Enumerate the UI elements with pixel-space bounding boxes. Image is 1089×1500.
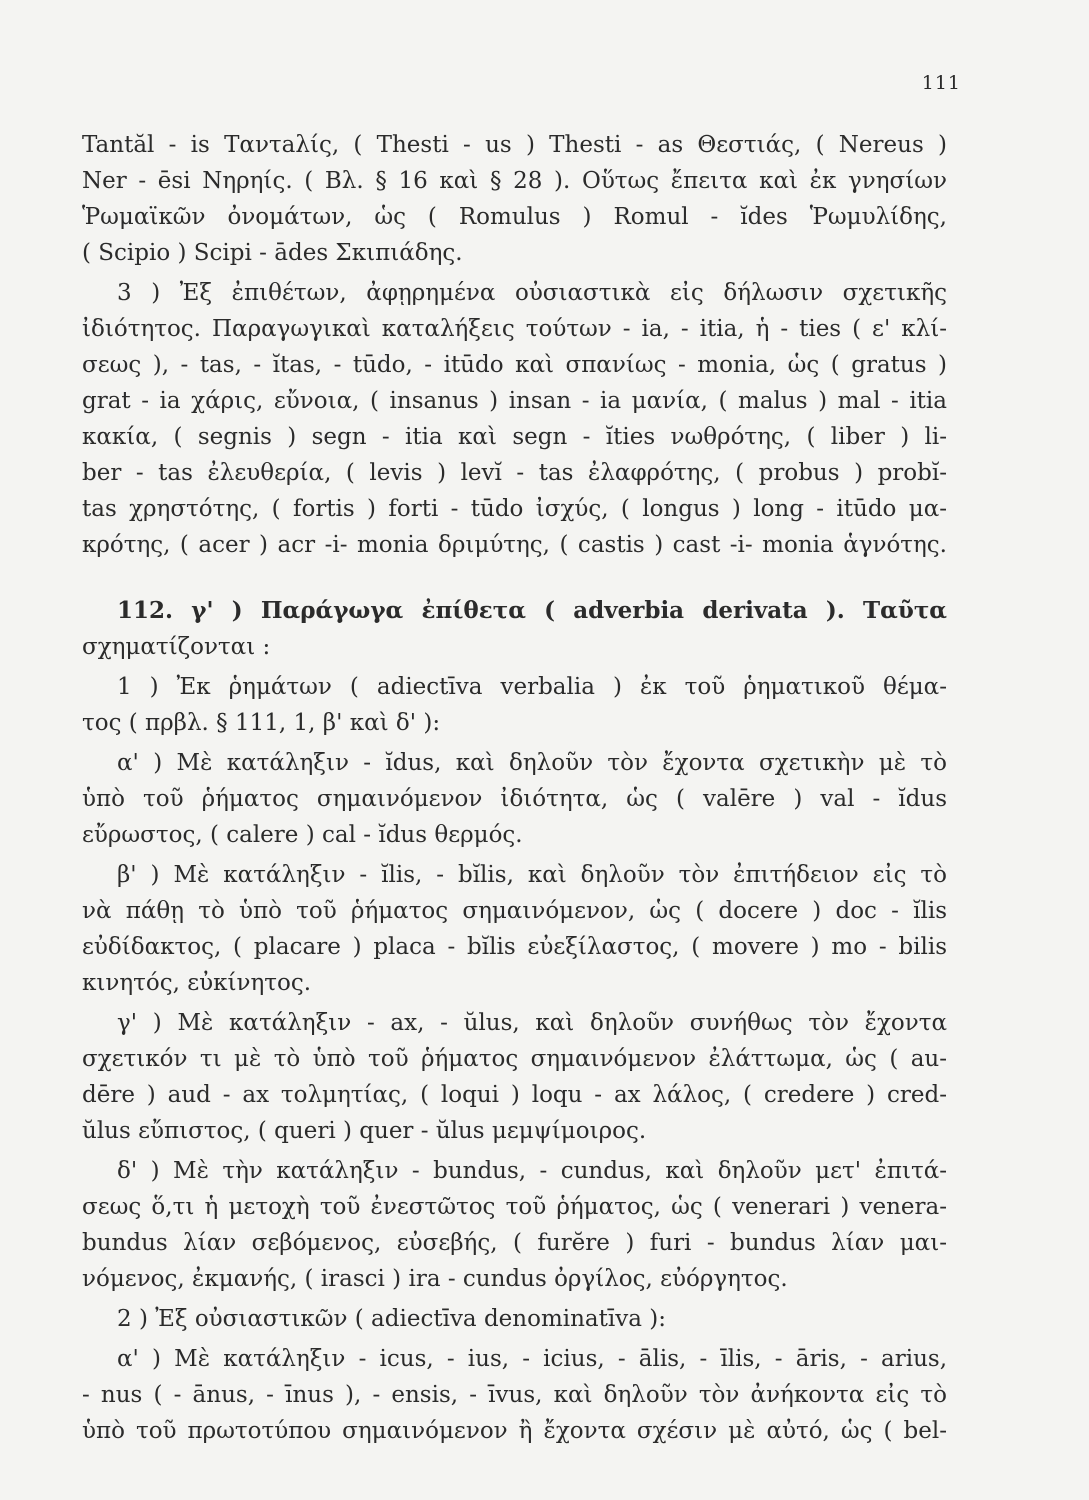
text-line: ὑπὸ τοῦ ῥήματος σημαινόμενον ἰδιότητα, ὡς ( valēre ) val - ĭdus (82, 786, 947, 812)
text-line: ŭlus εὔπιστος, ( queri ) quer - ŭlus μεμψίμοιρος. (82, 1118, 647, 1144)
text-line: δ' ) Μὲ τὴν κατάληξιν - bundus, - cundus, καὶ δηλοῦν μετ' ἐπιτά- (117, 1158, 947, 1184)
text-line: ( Scipio ) Scipi - ādes Σκιπιάδης. (82, 240, 463, 266)
text-line: τος ( πρβλ. § 111, 1, β' καὶ δ' ): (82, 710, 441, 736)
section-heading: 112. γ' ) Παράγωγα ἐπίθετα ( adverbia derivata ). Ταῦτα (117, 597, 947, 624)
text-line: κρότης, ( acer ) acr -i- monia δριμύτης, ( castis ) cast -i- monia ἁγνότης. (82, 532, 947, 558)
text-line: νόμενος, ἐκμανής, ( irasci ) ira - cundus ὀργίλος, εὐόργητος. (82, 1266, 788, 1292)
text-line: γ' ) Μὲ κατάληξιν - ax, - ŭlus, καὶ δηλοῦν συνήθως τὸν ἔχοντα (117, 1010, 947, 1036)
text-line: Ῥωμαϊκῶν ὀνομάτων, ὡς ( Romulus ) Romul - ĭdes Ῥωμυλίδης, (82, 204, 947, 230)
text-line: bundus λίαν σεβόμενος, εὐσεβής, ( furĕre ) furi - bundus λίαν μαι- (82, 1230, 947, 1256)
text-line: εὔρωστος, ( calere ) cal - ĭdus θερμός. (82, 822, 523, 848)
page-number: 111 (921, 72, 961, 94)
text-line: tas χρηστότης, ( fortis ) forti - tūdo ἰσχύς, ( longus ) long - itūdo μα- (82, 496, 947, 522)
text-line: κακία, ( segnis ) segn - itia καὶ segn - ĭties νωθρότης, ( liber ) li- (82, 424, 947, 450)
text-line: σχετικόν τι μὲ τὸ ὑπὸ τοῦ ῥήματος σημαινόμενον ἐλάττωμα, ὡς ( au- (82, 1046, 947, 1072)
text-line: ἰδιότητος. Παραγωγικαὶ καταλήξεις τούτων - ia, - itia, ἡ - ties ( ε' κλί- (82, 316, 947, 342)
text-line: grat - ia χάρις, εὔνοια, ( insanus ) insan - ia μανία, ( malus ) mal - itia (82, 388, 947, 414)
text-line: - nus ( - ānus, - īnus ), - ensis, - īvus, καὶ δηλοῦν τὸν ἀνήκοντα εἰς τὸ (82, 1382, 947, 1408)
text-line: σεως ), - tas, - ĭtas, - tūdo, - itūdo καὶ σπανίως - monia, ὡς ( gratus ) (82, 352, 947, 378)
text-line: ber - tas ἐλευθερία, ( levis ) levĭ - tas ἐλαφρότης, ( probus ) probĭ- (82, 460, 947, 486)
text-line: 1 ) Ἐκ ῥημάτων ( adiectīva verbalia ) ἐκ τοῦ ῥηματικοῦ θέμα- (117, 674, 947, 700)
text-line: εὐδίδακτος, ( placare ) placa - bĭlis εὐεξίλαστος, ( movere ) mo - bilis (82, 934, 947, 960)
text-line: Ner - ēsi Νηρηίς. ( Βλ. § 16 καὶ § 28 ). Οὕτως ἔπειτα καὶ ἐκ γνησίων (82, 168, 947, 194)
text-line: σχηματίζονται : (82, 634, 271, 660)
text-line: κινητός, εὐκίνητος. (82, 970, 312, 996)
text-line: dēre ) aud - ax τολμητίας, ( loqui ) loqu - ax λάλος, ( credere ) cred- (82, 1082, 947, 1108)
text-line: 3 ) Ἐξ ἐπιθέτων, ἀφῃρημένα οὐσιαστικὰ εἰς δήλωσιν σχετικῆς (117, 280, 947, 306)
text-line: Tantăl - is Ταντaλίς, ( Thesti - us ) Thesti - as Θεστιάς, ( Nereus ) (82, 132, 947, 158)
text-line: α' ) Μὲ κατάληξιν - ĭdus, καὶ δηλοῦν τὸν ἔχοντα σχετικὴν μὲ τὸ (117, 750, 947, 776)
text-line: ὑπὸ τοῦ πρωτοτύπου σημαινόμενον ἢ ἔχοντα σχέσιν μὲ αὐτό, ὡς ( bel- (82, 1418, 947, 1444)
text-line: α' ) Μὲ κατάληξιν - icus, - ius, - icius, - ālis, - īlis, - āris, - arius, (117, 1346, 947, 1372)
text-line: νὰ πάθῃ τὸ ὑπὸ τοῦ ῥήματος σημαινόμενον, ὡς ( docere ) doc - ĭlis (82, 898, 947, 924)
text-line: σεως ὅ,τι ἡ μετοχὴ τοῦ ἐνεστῶτος τοῦ ῥήματος, ὡς ( venerari ) venera- (82, 1194, 947, 1220)
text-line: 2 ) Ἐξ οὐσιαστικῶν ( adiectīva denominatīva ): (117, 1306, 666, 1332)
text-line: β' ) Μὲ κατάληξιν - ĭlis, - bĭlis, καὶ δηλοῦν τὸν ἐπιτήδειον εἰς τὸ (117, 862, 947, 888)
